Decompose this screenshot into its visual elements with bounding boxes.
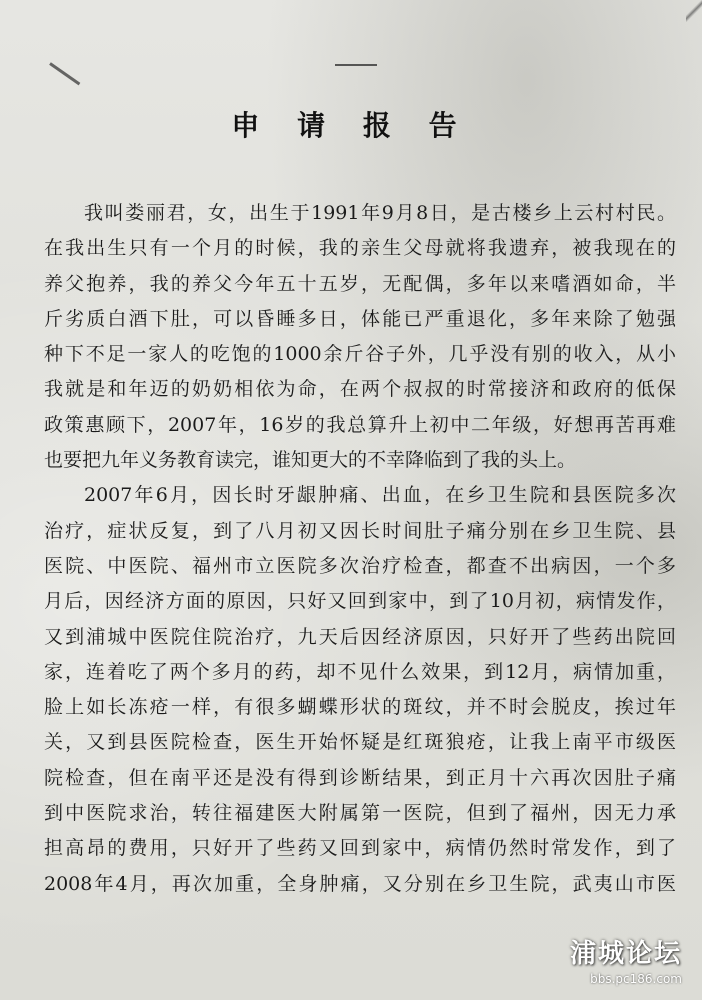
text-line: 医院、中医院、福州市立医院多次治疗检查，都查不出病因，一个多 (44, 554, 676, 577)
text-line: 2007年6月，因长时牙龈肿痛、出血，在乡卫生院和县医院多次 (84, 484, 676, 507)
text-line: 院检查，但在南平还是没有得到诊断结果，到正月十六再次因肚子痛 (44, 766, 676, 789)
text-line: 治疗，症状反复，到了八月初又因长时间肚子痛分别在乡卫生院、县 (44, 519, 676, 542)
text-line: 又到浦城中医院住院治疗，九天后因经济原因，只好开了些药出院回 (44, 625, 676, 648)
text-line: 斤劣质白酒下肚，可以昏睡多日，体能已严重退化，多年来除了勉强 (44, 307, 676, 330)
text-line: 也要把九年义务教育读完，谁知更大的不幸降临到了我的头上。 (44, 449, 577, 472)
text-line: 在我出生只有一个月的时候，我的亲生父母就将我遗弃，被我现在的 (44, 237, 676, 260)
watermark-title: 浦城论坛 (569, 939, 682, 969)
text-line: 到中医院求治，转往福建医大附属第一医院，但到了福州，因无力承 (44, 802, 676, 825)
pen-mark (49, 62, 80, 85)
text-line: 政策惠顾下，2007年，16岁的我总算升上初中二年级，好想再苦再难 (44, 413, 676, 436)
text-line: 养父抱养，我的养父今年五十五岁，无配偶，多年以来嗜酒如命，半 (44, 272, 676, 295)
text-line: 担高昂的费用，只好开了些药又回到家中，病情仍然时常发作，到了 (44, 837, 676, 860)
text-line: 我就是和年迈的奶奶相依为命，在两个叔叔的时常接济和政府的低保 (44, 378, 676, 401)
text-line: 2008年4月，再次加重，全身肿痛，又分别在乡卫生院，武夷山市医 (44, 872, 676, 895)
text-line: 关，又到县医院检查，医生开始怀疑是红斑狼疮，让我上南平市级医 (44, 731, 676, 754)
document-title: 申 请 报 告 (231, 109, 471, 142)
text-line: 家，连着吃了两个多月的药，却不见什么效果，到12月，病情加重， (44, 660, 676, 683)
text-line: 月后，因经济方面的原因，只好又回到家中，到了10月初，病情发作， (44, 590, 676, 613)
document-body (44, 196, 676, 902)
corner-fold-mark (686, 0, 702, 22)
watermark-url: bbs.pc186.com (590, 972, 682, 986)
forum-watermark (570, 933, 682, 986)
text-line: 我叫娄丽君，女，出生于1991年9月8日，是古楼乡上云村村民。 (84, 202, 676, 224)
text-line: 种下不足一家人的吃饱的1000余斤谷子外，几乎没有别的收入，从小 (44, 343, 676, 366)
top-pen-mark (335, 64, 377, 66)
text-line: 脸上如长冻疮一样，有很多蝴蝶形状的斑纹，并不时会脱皮，挨过年 (44, 696, 676, 719)
